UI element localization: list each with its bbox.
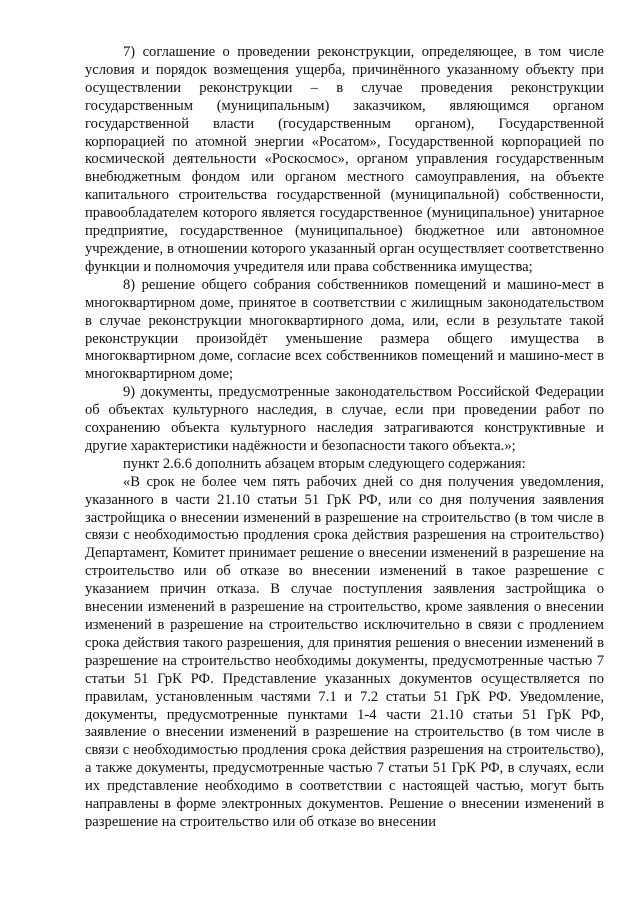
- paragraph-item-7: 7) соглашение о проведении реконструкции, определяющее, в том числе условия и порядок возмещения ущерба, причинённого указанному объекту при осуществлении реконструкции – в случае проведения реконструкции государственным (муниципальным) заказчиком, являющимся органом государственной власти (государственным органом), Государственной корпорацией по атомной энергии «Росатом», Государственной корпорацией по космической деятельности «Роскосмос», органом управления государственным внебюджетным фондом или органом местного самоуправления, на объекте капитального строительства государственной (муниципальной) собственности, правообладателем которого является государственное (муниципальное) унитарное предприятие, государственное (муниципальное) бюджетное или автономное учреждение, в отношении которого указанный орган осуществляет соответственно функции и полномочия учредителя или права собственника имущества;: [85, 44, 604, 275]
- document-page: [85, 44, 604, 832]
- paragraph-item-9: 9) документы, предусмотренные законодательством Российской Федерации об объектах культурного наследия, в случае, если при проведении работ по сохранению объекта культурного наследия затрагиваются конструктивные и другие характеристики надёжности и безопасности такого объекта.»;: [85, 384, 604, 454]
- paragraph-item-8: 8) решение общего собрания собственников помещений и машино-мест в многоквартирном доме, принятое в соответствии с жилищным законодательством в случае реконструкции многоквартирного дома, или, если в результате такой реконструкции произойдёт уменьшение размера общего имущества в многоквартирном доме, согласие всех собственников помещений и машино-мест в многоквартирном доме;: [85, 276, 604, 383]
- paragraph-amendment-intro: пункт 2.6.6 дополнить абзацем вторым следующего содержания:: [123, 455, 526, 472]
- paragraph-amendment-text: «В срок не более чем пять рабочих дней со дня получения уведомления, указанного в части 21.10 статьи 51 ГрК РФ, или со дня получения заявления застройщика о внесении изменений в разрешение на строительство (в том числе в связи с необходимостью продления срока действия разрешения на строительство) Департамент, Комитет принимает решение о внесении изменений в разрешение на строительство или об отказе во внесении изменений в такое разрешение с указанием причин отказа. В случае поступления заявления застройщика о внесении изменений в разрешение на строительство, кроме заявления о внесении изменений в разрешение на строительство исключительно в связи с продлением срока действия такого разрешения, для принятия решения о внесении изменений в разрешение на строительство необходимы документы, предусмотренные частью 7 статьи 51 ГрК РФ. Представление указанных документов осуществляется по правилам, установленным частями 7.1 и 7.2 статьи 51 ГрК РФ. Уведомление, документы, предусмотренные пунктами 1-4 части 21.10 статьи 51 ГрК РФ, заявление о внесении изменений в разрешение на строительство (в том числе в связи с необходимостью продления срока действия разрешения на строительство), а также документы, предусмотренные частью 7 статьи 51 ГрК РФ, в случаях, если их представление необходимо в соответствии с настоящей частью, могут быть направлены в форме электронных документов. Решение о внесении изменений в разрешение на строительство или об отказе во внесении: [85, 473, 604, 830]
